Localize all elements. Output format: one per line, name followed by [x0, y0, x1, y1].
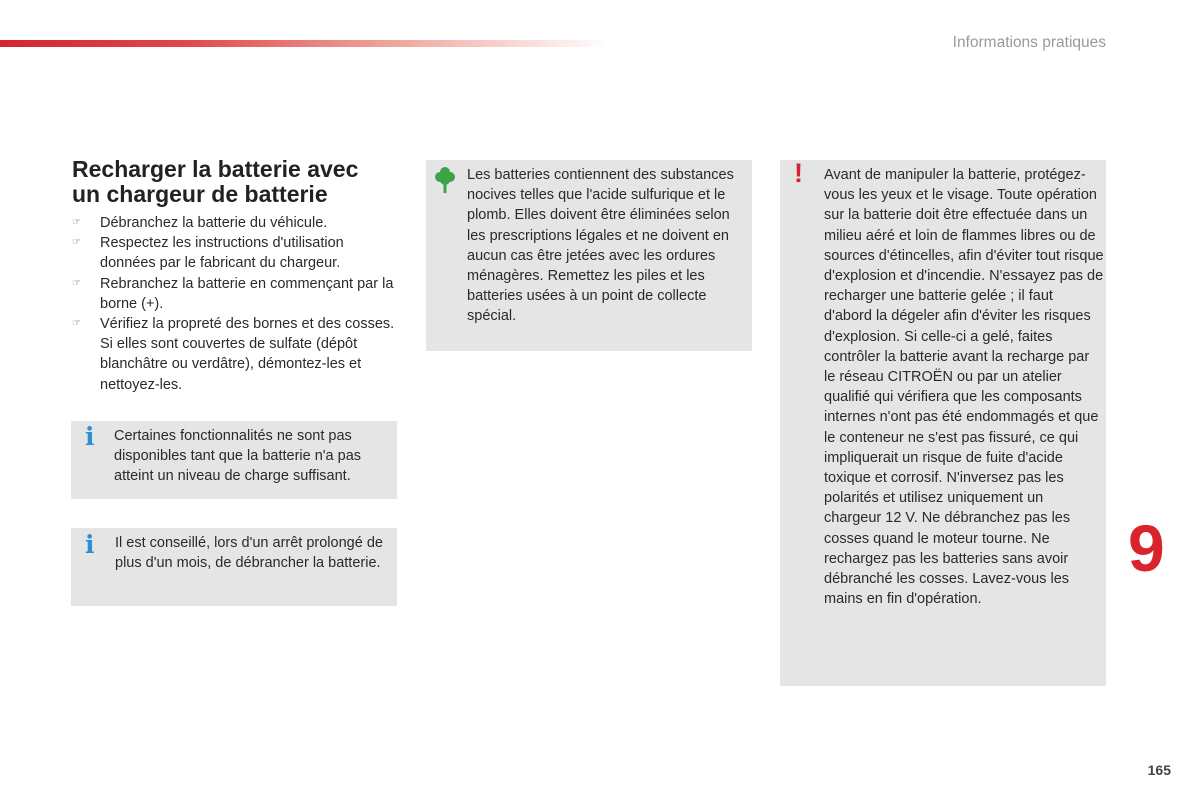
page-number: 165	[1147, 762, 1171, 778]
environment-box-text: Les batteries contiennent des substances nocives telles que l'acide sulfurique et le plomb. Elles doivent être éliminées selon les prescriptions légales et ne doivent en aucun cas être jetées avec les ordures ménagères. Remettez les piles et les batteries usées à un point de collecte spécial.	[467, 167, 734, 325]
section-title-line-2: un chargeur de batterie	[72, 181, 328, 207]
header-title: Informations pratiques	[952, 34, 1106, 51]
info-icon: i	[85, 530, 95, 559]
section-title	[72, 157, 412, 207]
step-text: Rebranchez la batterie en commençant par la borne (+).	[100, 275, 394, 312]
steps-list	[72, 213, 402, 395]
info-box-text: Certaines fonctionnalités ne sont pas disponibles tant que la batterie n'a pas atteint un niveau de charge suffisant.	[114, 428, 362, 485]
step-item	[72, 314, 402, 395]
step-text: Débranchez la batterie du véhicule.	[100, 215, 328, 231]
warning-box	[780, 160, 1106, 686]
step-item	[72, 233, 402, 273]
pointing-hand-icon: ☞	[72, 217, 81, 228]
environment-box	[426, 160, 752, 351]
step-text: Respectez les instructions d'utilisation données par le fabricant du chargeur.	[100, 235, 344, 272]
chapter-number: 9	[1128, 511, 1165, 585]
info-icon: i	[85, 422, 95, 451]
step-item	[72, 274, 402, 314]
step-text: Vérifiez la propreté des bornes et des cosses. Si elles sont couvertes de sulfate (dépôt blanchâtre ou verdâtre), démontez-les et nettoyez-les.	[100, 316, 395, 393]
warning-box-text: Avant de manipuler la batterie, protégez-vous les yeux et le visage. Toute opération sur la batterie doit être effectuée dans un milieu aéré et loin de flammes libres ou de sources d'étincelles, afin d'éviter tout risque d'explosion et d'incendie. N'essayez pas de recharger une batterie gelée ; il faut d'abord la dégeler afin d'éviter les risques d'explosion. Si celle-ci a gelé, faites contrôler la batterie avant la recharge par le réseau CITROËN ou par un atelier qualifié qui vérifiera que les composants internes n'ont pas été endommagés et que le conteneur ne s'est pas fissuré, ce qui impliquerait un risque de fuite d'acide toxique et corrosif. N'inversez pas les polarités et utilisez uniquement un chargeur 12 V. Ne débranchez pas les cosses quand le moteur tourne. Ne rechargez pas les batteries sans avoir débranché les cosses. Lavez-vous les mains en fin d'opération.	[824, 167, 1104, 608]
warning-icon: !	[794, 158, 803, 188]
info-box-long-stop	[71, 528, 397, 606]
info-box-text: Il est conseillé, lors d'un arrêt prolongé de plus d'un mois, de débrancher la batterie.	[115, 535, 383, 572]
header-accent-bar	[0, 40, 610, 47]
section-title-line-1: Recharger la batterie avec	[72, 156, 359, 182]
pointing-hand-icon: ☞	[72, 318, 81, 330]
pointing-hand-icon: ☞	[72, 277, 81, 289]
info-box-charge-level	[71, 421, 397, 499]
pointing-hand-icon: ☞	[72, 237, 81, 249]
tree-icon	[434, 167, 456, 200]
step-item	[72, 213, 402, 233]
